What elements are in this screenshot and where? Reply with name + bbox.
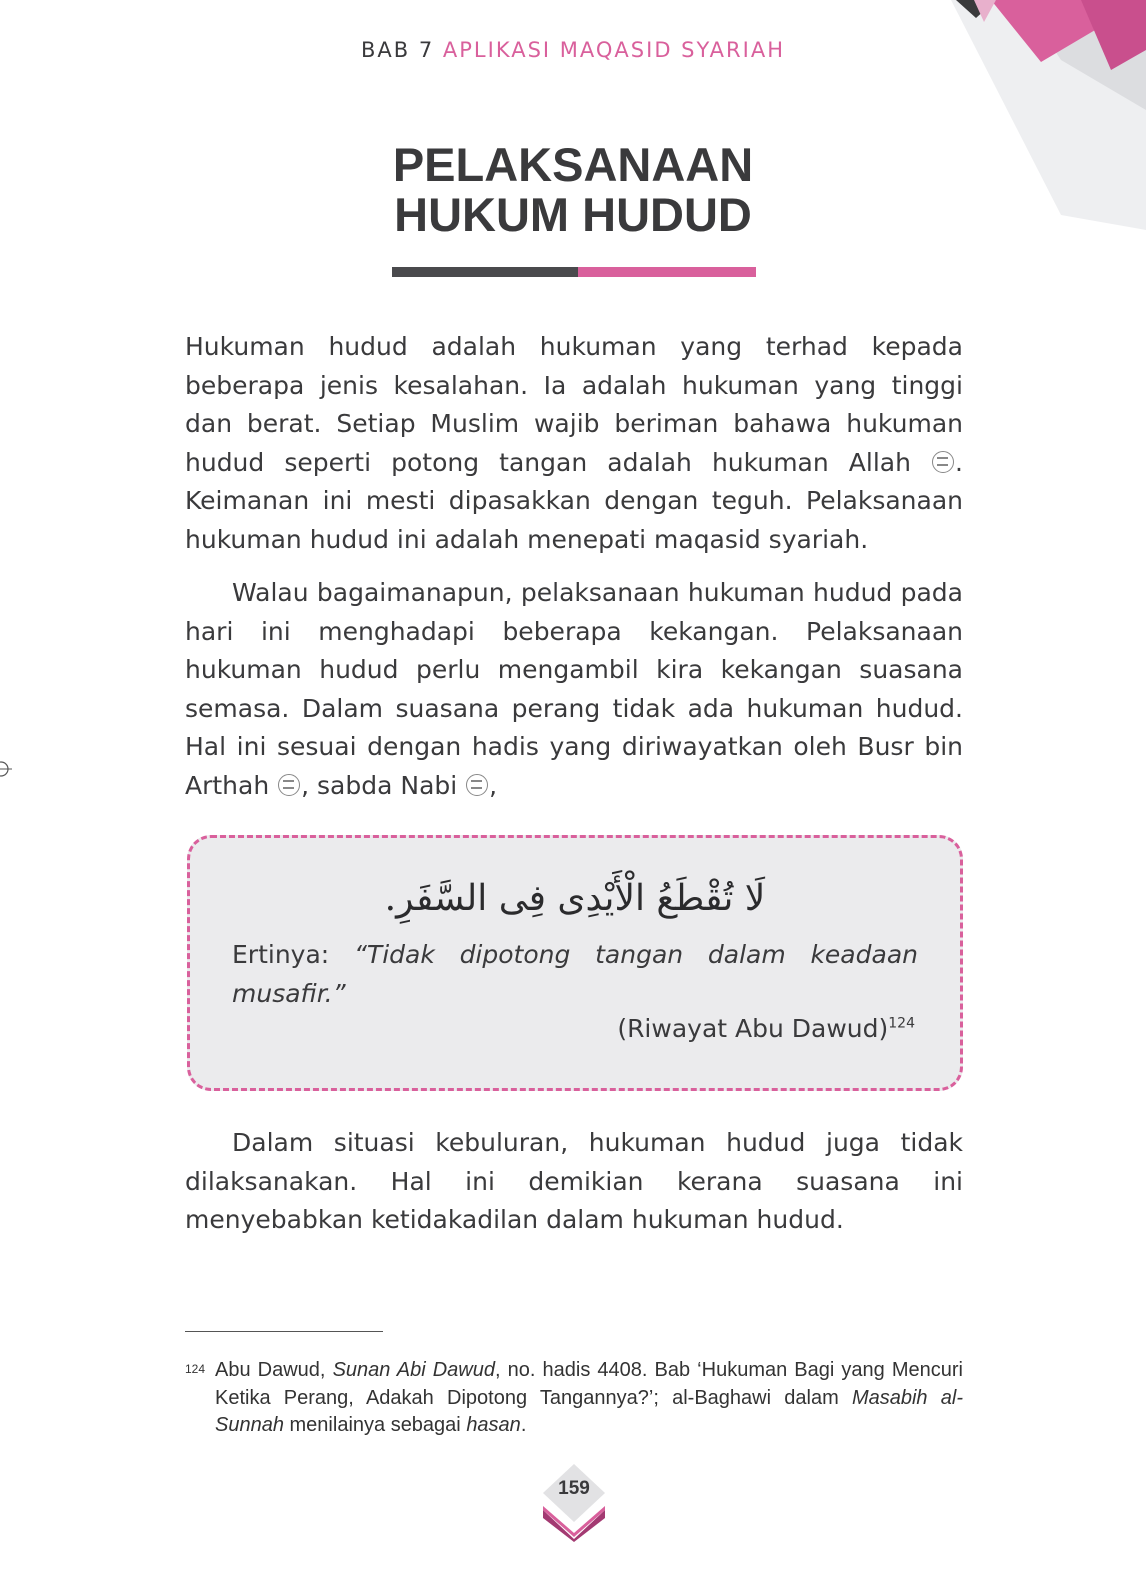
paragraph-2-text-c: , [489,770,498,800]
footnote-italic-1: Sunan Abi Dawud [332,1359,495,1381]
paragraph-1-text-b: . Keimanan ini mesti dipasakkan dengan teguh. Pelaksanaan hukuman hudud ini adalah menepati maqasid syariah. [185,447,963,554]
footnote-divider [185,1331,383,1332]
meaning-quote: “Tidak dipotong tangan dalam keadaan musafir.” [232,940,918,1008]
source-text: (Riwayat Abu Dawud) [617,1014,889,1043]
running-header [0,38,1146,62]
hadith-source [617,1014,915,1043]
footnote-text [215,1357,963,1440]
footnote-italic-3: hasan [466,1414,521,1436]
honorific-icon [278,774,300,796]
underline-pink-segment [578,267,756,277]
paragraph-2-text-a: Walau bagaimanapun, pelaksanaan hukuman hudud pada hari ini menghadapi beberapa kekangan. Pelaksanaan hukuman hudud perlu mengambil kira kekangan suasana semasa. Dalam suasana perang tidak ada hukuman hudud. Hal ini sesuai dengan hadis yang diriwayatkan oleh Busr bin Arthah [185,578,963,800]
title-line-1: PELAKSANAAN [392,138,754,191]
chapter-label: BAB 7 [360,38,435,62]
footnote [185,1357,963,1440]
hadith-box [187,835,963,1091]
footnote-part-3: menilainya sebagai [283,1414,467,1436]
hadith-arabic: لَا تُقْطَعُ الْأَيْدِى فِى السَّفَرِ. [384,878,766,919]
page-badge-shape [539,1462,609,1542]
page-title [0,140,1146,240]
paragraph-1-text-a: Hukuman hudud adalah hukuman yang terhad kepada beberapa jenis kesalahan. Ia adalah hukuman yang tinggi dan berat. Setiap Muslim wajib beriman bahawa hukuman hudud seperti potong tangan adalah hukuman Allah [185,332,963,477]
paragraph-3: Dalam situasi kebuluran, hukuman hudud juga tidak dilaksanakan. Hal ini demikian kerana suasana ini menyebabkan ketidakadilan dalam hukuman hudud. [185,1128,963,1234]
meaning-label: Ertinya: [232,940,354,969]
footnote-italic-2: Masabih al-Sunnah [215,1386,963,1436]
chapter-title: APLIKASI MAQASID SYARIAH [442,38,785,62]
honorific-icon [932,451,954,473]
footnote-part-2: , no. hadis 4408. Bab ‘Hukuman Bagi yang Mencuri Ketika Perang, Adakah Dipotong Tangannya?’; al-Baghawi dalam [215,1359,963,1409]
footnote-part-1: Abu Dawud, [215,1359,333,1381]
paragraph-2-text-b: , sabda Nabi [301,770,466,800]
page-number-badge [539,1462,609,1542]
honorific-icon [466,774,488,796]
footnote-part-4: . [520,1414,527,1436]
page-number: 159 [558,1478,590,1499]
title-line-2: HUKUM HUDUD [394,188,752,241]
hadith-meaning [232,936,918,1013]
paragraph-2 [185,574,963,805]
footnote-ref: 124 [888,1015,915,1032]
paragraph-1 [185,328,963,559]
underline-dark-segment [392,267,578,277]
registration-mark-icon [0,758,12,780]
footnote-number: 124 [185,1362,206,1376]
title-underline [392,267,756,277]
